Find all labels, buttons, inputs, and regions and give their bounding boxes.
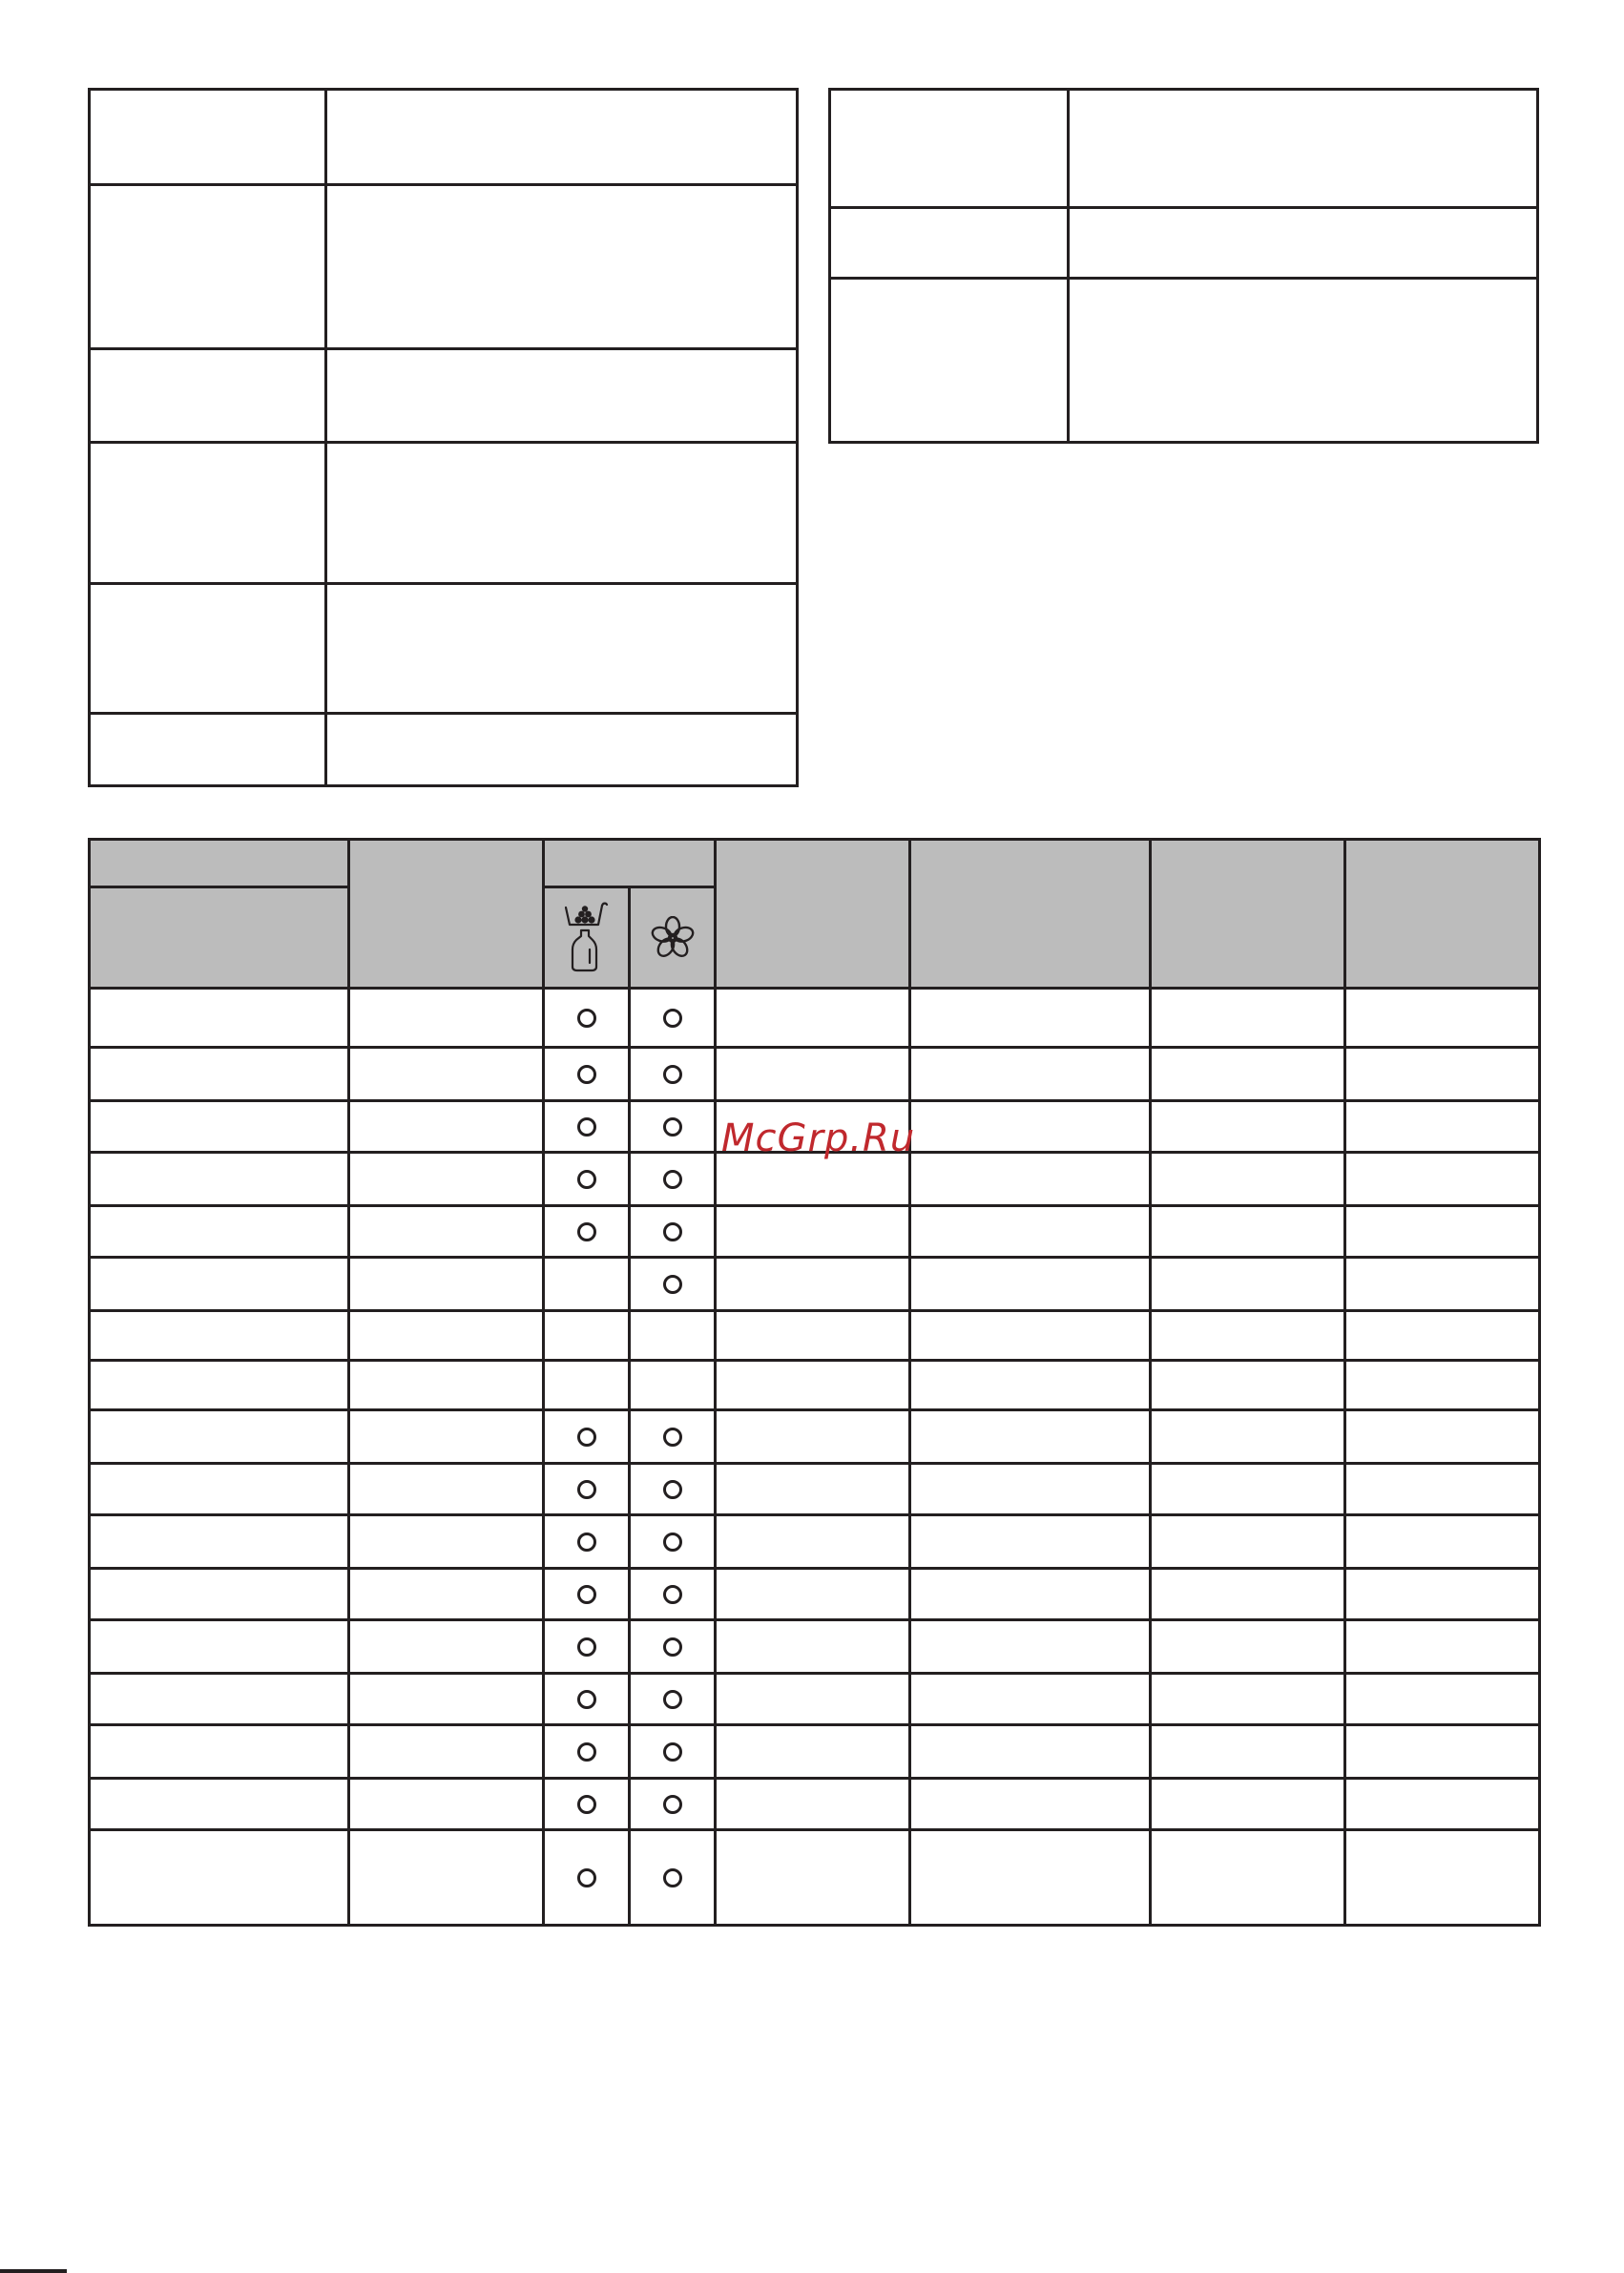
table-cell (90, 1258, 349, 1311)
detergent-mark-cell (544, 1048, 630, 1101)
table-cell (1345, 1206, 1540, 1258)
table-cell (90, 989, 349, 1048)
page-edge-rule (0, 2269, 67, 2273)
table-cell (1069, 90, 1538, 208)
detergent-mark-cell (544, 1311, 630, 1361)
circle-mark-icon (663, 1533, 682, 1552)
table-row (90, 1361, 1540, 1410)
circle-mark-icon (663, 1275, 682, 1294)
table-row (90, 1674, 1540, 1725)
circle-mark-icon (663, 1690, 682, 1709)
softener-mark-cell (630, 1258, 716, 1311)
table-cell (90, 584, 326, 714)
table-cell (716, 1206, 910, 1258)
table-cell (326, 443, 798, 584)
table-cell (326, 584, 798, 714)
table-cell (1151, 1153, 1345, 1206)
softener-mark-cell (630, 1410, 716, 1464)
table-cell (1151, 1569, 1345, 1620)
detergent-mark-cell (544, 1830, 630, 1926)
table-cell (1345, 989, 1540, 1048)
table-cell (716, 1620, 910, 1674)
table-cell (910, 1674, 1151, 1725)
table-cell (90, 1206, 349, 1258)
softener-mark-cell (630, 1361, 716, 1410)
softener-mark-cell (630, 1464, 716, 1515)
table-cell (349, 1464, 544, 1515)
table-cell (1151, 1048, 1345, 1101)
table-cell (1345, 1311, 1540, 1361)
table-cell (349, 1410, 544, 1464)
table-row (90, 1515, 1540, 1569)
table-row (90, 185, 798, 349)
softener-mark-cell (630, 1830, 716, 1926)
table-cell (1345, 1674, 1540, 1725)
table-row (90, 1830, 1540, 1926)
table-cell (90, 1569, 349, 1620)
table-cell (830, 90, 1069, 208)
circle-mark-icon (577, 1480, 596, 1499)
table-cell (326, 90, 798, 185)
detergent-mark-cell (544, 1569, 630, 1620)
circle-mark-icon (577, 1585, 596, 1604)
detergent-mark-cell (544, 1153, 630, 1206)
table-cell (90, 1515, 349, 1569)
table-cell (1151, 1515, 1345, 1569)
detergent-mark-cell (544, 1101, 630, 1153)
table-cell (1151, 1206, 1345, 1258)
circle-mark-icon (577, 1117, 596, 1136)
table-row (830, 90, 1538, 208)
softener-mark-cell (630, 1779, 716, 1830)
table-cell (349, 1779, 544, 1830)
table-cell (910, 1464, 1151, 1515)
table-row (90, 1779, 1540, 1830)
circle-mark-icon (577, 1868, 596, 1887)
table-cell (716, 1830, 910, 1926)
table-cell (349, 989, 544, 1048)
table-cell (830, 279, 1069, 443)
header-cell (349, 840, 544, 989)
table-cell (326, 714, 798, 786)
circle-mark-icon (577, 1009, 596, 1028)
table-cell (1151, 1674, 1345, 1725)
detergent-mark-cell (544, 1515, 630, 1569)
table-cell (1151, 989, 1345, 1048)
table-row (90, 584, 798, 714)
table-cell (1345, 1620, 1540, 1674)
table-cell (349, 1515, 544, 1569)
detergent-mark-cell (544, 1258, 630, 1311)
table-cell (1345, 1725, 1540, 1779)
table-row (830, 279, 1538, 443)
table-cell (349, 1258, 544, 1311)
top-left-table (88, 88, 799, 787)
table-cell (326, 185, 798, 349)
circle-mark-icon (577, 1742, 596, 1762)
table-cell (90, 714, 326, 786)
softener-mark-cell (630, 1674, 716, 1725)
table-cell (716, 1674, 910, 1725)
header-row (90, 840, 1540, 887)
table-cell (910, 1569, 1151, 1620)
table-cell (90, 1725, 349, 1779)
detergent-mark-cell (544, 1779, 630, 1830)
table-cell (716, 1410, 910, 1464)
header-cell (910, 840, 1151, 989)
detergent-header-cell (544, 887, 630, 989)
table-cell (326, 349, 798, 443)
softener-header-cell (630, 887, 716, 989)
circle-mark-icon (663, 1742, 682, 1762)
table-cell (910, 1258, 1151, 1311)
table-cell (349, 1830, 544, 1926)
softener-mark-cell (630, 1206, 716, 1258)
circle-mark-icon (577, 1690, 596, 1709)
table-row (90, 1464, 1540, 1515)
table-cell (349, 1048, 544, 1101)
header-cell (716, 840, 910, 989)
table-cell (1345, 1101, 1540, 1153)
table-cell (90, 185, 326, 349)
table-cell (90, 1674, 349, 1725)
circle-mark-icon (663, 1428, 682, 1447)
table-row (90, 1258, 1540, 1311)
table-cell (910, 1515, 1151, 1569)
table-row (90, 349, 798, 443)
header-cell (90, 840, 349, 887)
detergent-mark-cell (544, 1206, 630, 1258)
table-cell (1151, 1725, 1345, 1779)
table-cell (716, 1779, 910, 1830)
circle-mark-icon (577, 1065, 596, 1084)
detergent-mark-cell (544, 1674, 630, 1725)
table-cell (90, 1311, 349, 1361)
softener-mark-cell (630, 1311, 716, 1361)
table-cell (1151, 1464, 1345, 1515)
softener-mark-cell (630, 1620, 716, 1674)
table-cell (90, 1361, 349, 1410)
detergent-bottle-icon (562, 902, 612, 974)
table-cell (349, 1361, 544, 1410)
table-cell (716, 1515, 910, 1569)
table-cell (1069, 208, 1538, 279)
header-cell (544, 840, 716, 887)
table-cell (90, 90, 326, 185)
header-cell (90, 887, 349, 989)
table-cell (90, 1620, 349, 1674)
circle-mark-icon (663, 1585, 682, 1604)
table-cell (1151, 1410, 1345, 1464)
table-cell (90, 1153, 349, 1206)
table-cell (349, 1206, 544, 1258)
table-cell (910, 1048, 1151, 1101)
table-row (90, 1048, 1540, 1101)
table-cell (1345, 1153, 1540, 1206)
table-row (830, 208, 1538, 279)
table-cell (349, 1311, 544, 1361)
table-cell (1345, 1515, 1540, 1569)
table-cell (716, 989, 910, 1048)
detergent-mark-cell (544, 1410, 630, 1464)
table-cell (910, 1311, 1151, 1361)
table-cell (910, 1725, 1151, 1779)
circle-mark-icon (663, 1117, 682, 1136)
circle-mark-icon (663, 1795, 682, 1814)
softener-mark-cell (630, 1569, 716, 1620)
table-cell (910, 1153, 1151, 1206)
circle-mark-icon (577, 1222, 596, 1241)
table-cell (1345, 1779, 1540, 1830)
circle-mark-icon (663, 1170, 682, 1189)
table-cell (910, 1830, 1151, 1926)
detergent-mark-cell (544, 1464, 630, 1515)
circle-mark-icon (663, 1637, 682, 1657)
detergent-mark-cell (544, 1361, 630, 1410)
circle-mark-icon (577, 1170, 596, 1189)
table-cell (910, 989, 1151, 1048)
table-cell (910, 1410, 1151, 1464)
circle-mark-icon (577, 1533, 596, 1552)
table-row (90, 1725, 1540, 1779)
softener-mark-cell (630, 989, 716, 1048)
table-row (90, 989, 1540, 1048)
table-cell (1345, 1830, 1540, 1926)
softener-mark-cell (630, 1153, 716, 1206)
table-cell (910, 1779, 1151, 1830)
table-cell (90, 1779, 349, 1830)
table-row (90, 1311, 1540, 1361)
table-cell (90, 1830, 349, 1926)
table-cell (349, 1153, 544, 1206)
table-cell (716, 1361, 910, 1410)
header-cell (1151, 840, 1345, 989)
table-row (90, 714, 798, 786)
table-cell (349, 1620, 544, 1674)
table-cell (716, 1464, 910, 1515)
circle-mark-icon (663, 1009, 682, 1028)
table-cell (1151, 1101, 1345, 1153)
circle-mark-icon (663, 1868, 682, 1887)
circle-mark-icon (663, 1065, 682, 1084)
table-cell (90, 1410, 349, 1464)
header-cell (1345, 840, 1540, 989)
table-cell (910, 1361, 1151, 1410)
table-cell (90, 349, 326, 443)
table-cell (1151, 1258, 1345, 1311)
table-cell (910, 1206, 1151, 1258)
fabric-softener-flower-icon (651, 916, 695, 960)
table-row (90, 90, 798, 185)
softener-mark-cell (630, 1725, 716, 1779)
detergent-mark-cell (544, 989, 630, 1048)
circle-mark-icon (663, 1480, 682, 1499)
table-row (90, 1620, 1540, 1674)
table-row (90, 1410, 1540, 1464)
program-table (88, 838, 1541, 1927)
table-cell (1151, 1311, 1345, 1361)
table-cell (1151, 1620, 1345, 1674)
table-cell (1345, 1569, 1540, 1620)
table-cell (1345, 1048, 1540, 1101)
table-cell (90, 1048, 349, 1101)
table-cell (830, 208, 1069, 279)
table-cell (716, 1311, 910, 1361)
circle-mark-icon (663, 1222, 682, 1241)
table-cell (716, 1569, 910, 1620)
table-cell (716, 1048, 910, 1101)
table-cell (1345, 1258, 1540, 1311)
table-cell (1151, 1361, 1345, 1410)
table-cell (910, 1101, 1151, 1153)
circle-mark-icon (577, 1637, 596, 1657)
table-cell (1151, 1779, 1345, 1830)
table-cell (1345, 1464, 1540, 1515)
table-cell (349, 1674, 544, 1725)
table-row (90, 443, 798, 584)
watermark-text: McGrp.Ru (721, 1116, 916, 1160)
detergent-mark-cell (544, 1620, 630, 1674)
table-cell (716, 1258, 910, 1311)
softener-mark-cell (630, 1101, 716, 1153)
table-cell (1345, 1410, 1540, 1464)
table-cell (910, 1620, 1151, 1674)
table-cell (90, 1464, 349, 1515)
table-cell (716, 1725, 910, 1779)
table-cell (1345, 1361, 1540, 1410)
top-right-table (828, 88, 1539, 444)
softener-mark-cell (630, 1515, 716, 1569)
table-cell (349, 1569, 544, 1620)
table-cell (90, 443, 326, 584)
table-row (90, 1569, 1540, 1620)
table-cell (349, 1101, 544, 1153)
table-row (90, 1206, 1540, 1258)
detergent-mark-cell (544, 1725, 630, 1779)
table-cell (1069, 279, 1538, 443)
table-cell (349, 1725, 544, 1779)
softener-mark-cell (630, 1048, 716, 1101)
table-cell (1151, 1830, 1345, 1926)
circle-mark-icon (577, 1428, 596, 1447)
circle-mark-icon (577, 1795, 596, 1814)
table-cell (90, 1101, 349, 1153)
